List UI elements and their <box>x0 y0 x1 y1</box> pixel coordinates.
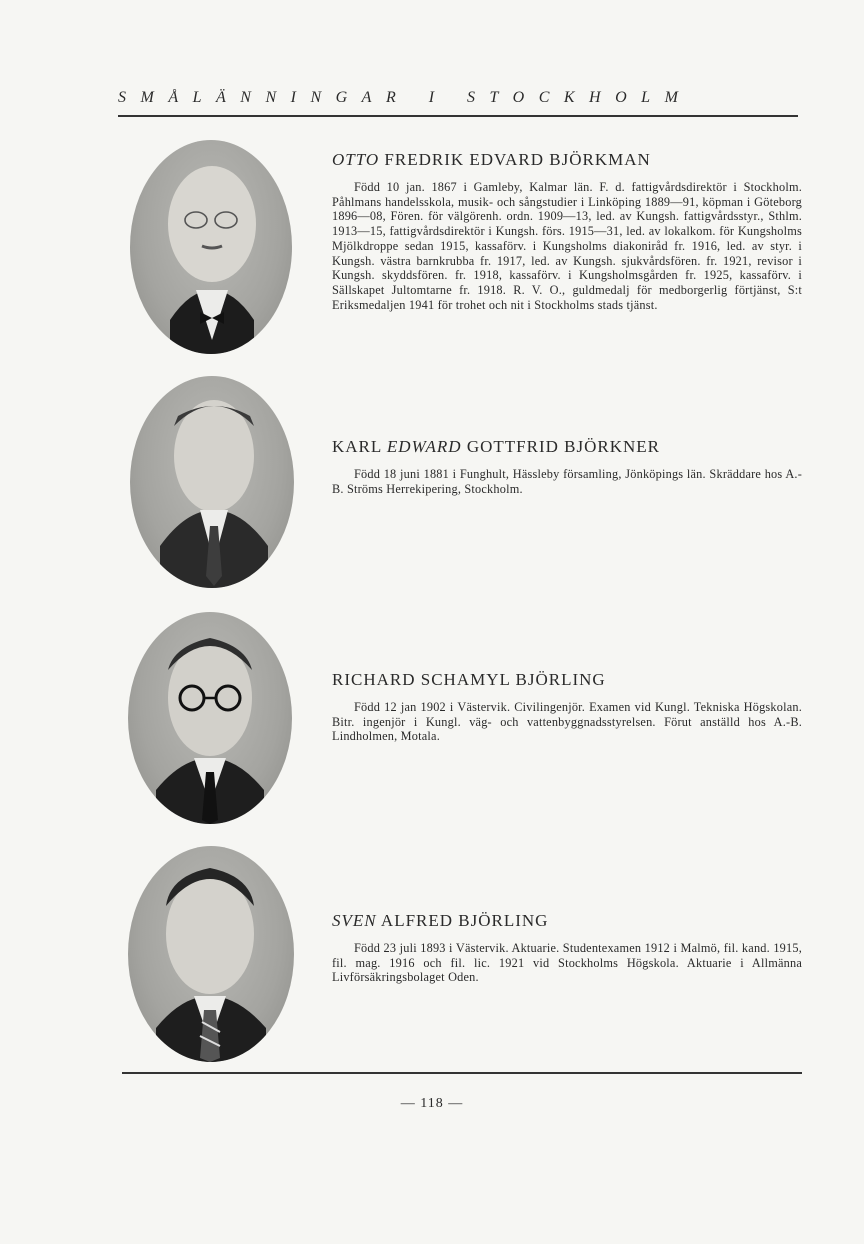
name-full: RICHARD SCHAMYL BJÖRLING <box>332 670 606 689</box>
footer-rule <box>122 1072 802 1074</box>
name-first-italic: OTTO <box>332 150 380 169</box>
entry-name <box>332 911 802 931</box>
name-italic: EDWARD <box>386 437 462 456</box>
entry-bio: Född 18 juni 1881 i Funghult, Hässleby församling, Jönköpings län. Skräddare hos A.-B. Ströms Herrekipering, Stockholm. <box>332 467 802 496</box>
entry-name <box>332 437 802 457</box>
entry-name <box>332 150 802 170</box>
page-number: — 118 — <box>400 1096 464 1111</box>
portrait-karl-bjorkner <box>130 376 294 588</box>
name-italic: SVEN <box>332 911 377 930</box>
running-header: SMÅLÄNNINGAR I STOCKHOLM <box>118 89 693 106</box>
portrait-otto-bjorkman <box>130 140 292 354</box>
portrait-richard-bjorling <box>128 612 292 824</box>
portrait-sven-bjorling <box>128 846 294 1062</box>
name-first: KARL <box>332 437 387 456</box>
header-rule <box>118 115 798 117</box>
name-rest: ALFRED BJÖRLING <box>376 911 549 930</box>
entry-bio: Född 23 juli 1893 i Västervik. Aktuarie. Studentexamen 1912 i Malmö, fil. kand. 1915, fil. mag. 1916 och fil. lic. 1921 vid Stockholms Högskola. Aktuarie i Allmänna Livförsäkringsbolaget Oden. <box>332 941 802 985</box>
entry-name <box>332 670 802 690</box>
entry-richard-bjorling <box>332 670 802 744</box>
entry-otto-bjorkman <box>332 150 802 312</box>
entry-bio: Född 12 jan 1902 i Västervik. Civilingenjör. Examen vid Kungl. Tekniska Högskolan. Bitr. ingenjör i Kungl. väg- och vattenbyggnadsstyrelsen. Förut anställd hos A.-B. Lindholmen, Motala. <box>332 700 802 744</box>
name-rest: GOTTFRID BJÖRKNER <box>461 437 660 456</box>
entry-karl-bjorkner <box>332 437 802 496</box>
entry-bio: Född 10 jan. 1867 i Gamleby, Kalmar län. F. d. fattigvårdsdirektör i Stockholm. Påhlmans handelsskola, musik- och sångstudier i Linköping 1889—91, köpman i Göteborg 1896—08, Fören. för välgörenh. ordn. 1909—13, led. av Kungsh. fattigvårdsstyr., Sthlm. 1913—15, fattigvårdsdirektör i Kungsh. förs. 1915—31, led. av lokalkom. för Kungsholms Mjölkdroppe sedan 1915, kassaförv. i Kungsholms diakoniråd fr. 1916, led. av styr. i Kungsh. västra barnkrubba fr. 1917, led. av Kungsh. sjukvårdsfören. fr. 1921, revisor i Kungsh. skyddsfören. fr. 1918, kassaförv. i Kungsholmsgården fr. 1925, kassaförv. i Sällskapet Jultomtarne fr. 1918. R. V. O., guldmedalj för medborgerlig förtjänst, S:t Eriksmedaljen 1941 för trohet och nit i Stockholms stads tjänst. <box>332 180 802 312</box>
name-rest: FREDRIK EDVARD BJÖRKMAN <box>379 150 651 169</box>
entry-sven-bjorling <box>332 911 802 985</box>
